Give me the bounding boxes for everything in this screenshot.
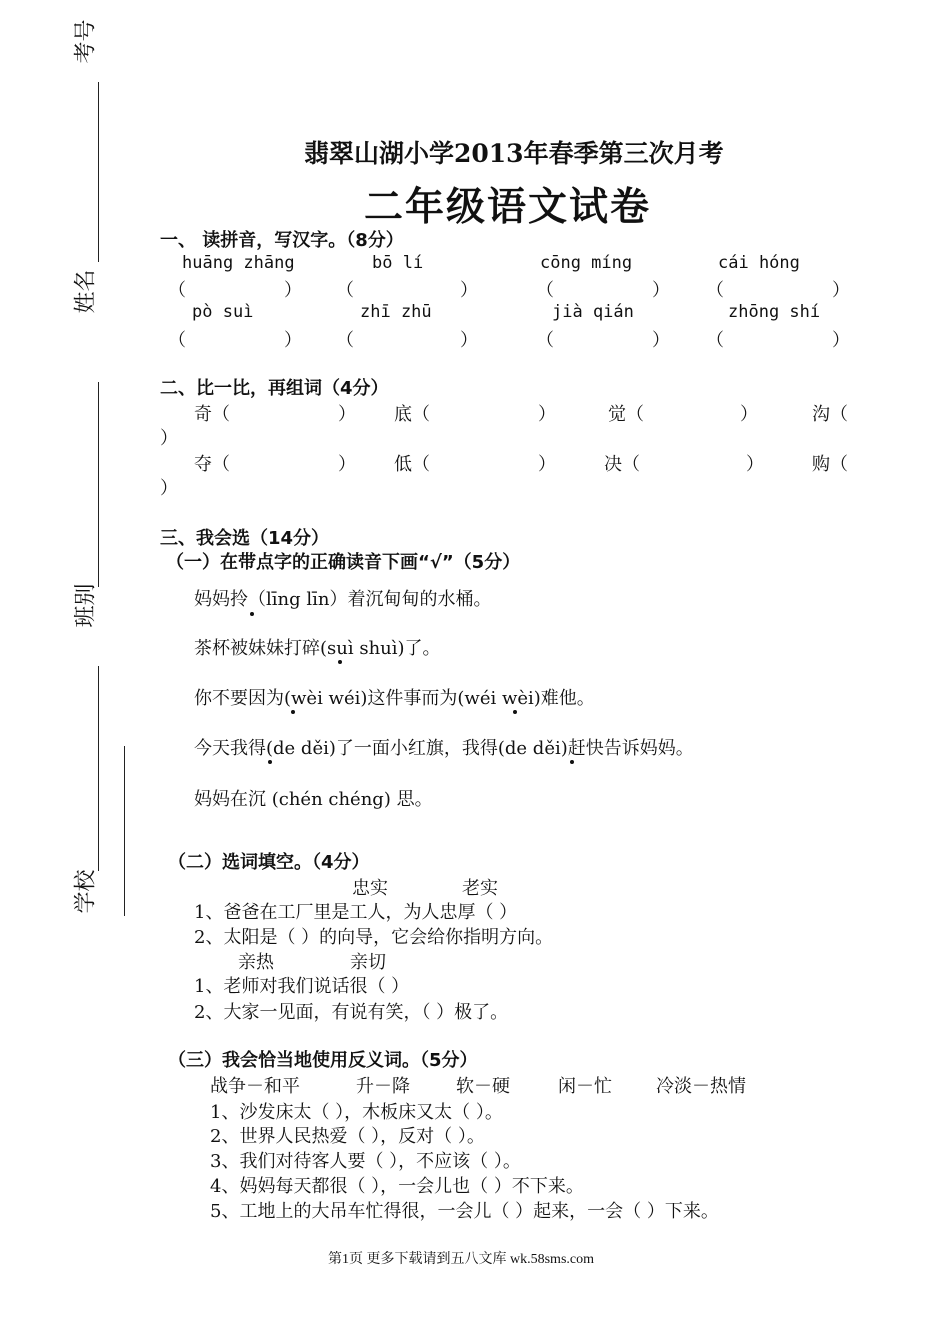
antonym-pair: 闲－忙 — [558, 1076, 612, 1097]
emphasis-dot — [291, 710, 295, 714]
antonym-pair: 冷淡－热情 — [656, 1076, 746, 1097]
answer-blank-open[interactable]: （ — [706, 330, 724, 351]
fill-line[interactable]: 5、工地上的大吊车忙得很，一会儿（ ）起来，一会（ ）下来。 — [210, 1201, 719, 1222]
fill-line[interactable]: 4、妈妈每天都很（ ），一会儿也（ ）不下来。 — [210, 1176, 584, 1197]
pinyin-cai-hong: cái hóng — [718, 253, 800, 273]
answer-blank-open[interactable]: （ — [536, 330, 554, 351]
section2-heading: 二、比一比，再组词（4分） — [160, 378, 389, 399]
antonym-pair: 软－硬 — [456, 1076, 510, 1097]
antonym-pair: 升－降 — [356, 1076, 410, 1097]
answer-blank-close: ） — [832, 280, 850, 301]
part1-heading: （一）在带点字的正确读音下画“√”（5分） — [166, 552, 521, 573]
compare-char-di2[interactable]: 低（ — [394, 454, 430, 475]
fill-line[interactable]: 2、大家一见面，有说有笑，（ ）极了。 — [194, 1002, 509, 1023]
answer-blank-close: ） — [284, 280, 302, 301]
answer-blank-open[interactable]: （ — [168, 280, 186, 301]
emphasis-dot — [513, 710, 517, 714]
compare-close: ） — [538, 404, 556, 425]
exam-no-line — [98, 82, 99, 262]
compare-close: ） — [338, 454, 356, 475]
fill-line[interactable]: 1、沙发床太（ ），木板床又太（ ）。 — [210, 1102, 503, 1123]
pinyin-jia-qian: jià qián — [552, 302, 634, 322]
compare-wrap-close: ） — [160, 478, 178, 499]
pinyin-bo-li: bō lí — [372, 253, 424, 273]
reading-line: 妈妈拎（līng līn）着沉甸甸的水桶。 — [194, 589, 492, 610]
reading-line: 今天我得(de děi)了一面小红旗，我得(de děi)赶快告诉妈妈。 — [194, 738, 694, 759]
compare-char-jue2[interactable]: 决（ — [604, 454, 640, 475]
answer-blank-open[interactable]: （ — [336, 330, 354, 351]
reading-line: 你不要因为(wèi wéi)这件事而为(wéi wèi)难他。 — [194, 688, 595, 709]
pinyin-cong-ming: cōng míng — [540, 253, 633, 273]
name-label: 姓名 — [73, 269, 99, 314]
fill-line[interactable]: 1、老师对我们说话很（ ） — [194, 976, 410, 997]
compare-close: ） — [740, 404, 758, 425]
part2-heading: （二）选词填空。（4分） — [168, 852, 370, 873]
word-choice: 亲热 — [238, 952, 274, 973]
answer-blank-open[interactable]: （ — [168, 330, 186, 351]
class-line — [98, 666, 99, 871]
exam-title: 翡翠山湖小学2013年春季第三次月考 — [304, 139, 724, 168]
compare-wrap-close: ） — [160, 428, 178, 449]
reading-line: 茶杯被妹妹打碎(suì shuì)了。 — [194, 638, 441, 659]
name-line — [98, 382, 99, 587]
word-choice: 忠实 — [352, 878, 388, 899]
fill-line[interactable]: 3、我们对待客人要（ ），不应该（ ）。 — [210, 1151, 521, 1172]
compare-char-qi[interactable]: 奇（ — [194, 404, 230, 425]
margin-inner-line — [124, 746, 125, 916]
compare-char-jue[interactable]: 觉（ — [608, 404, 644, 425]
word-choice: 老实 — [462, 878, 498, 899]
compare-char-gou[interactable]: 沟（ — [812, 404, 848, 425]
answer-blank-close: ） — [652, 280, 670, 301]
emphasis-dot — [268, 760, 272, 764]
fill-line[interactable]: 1、爸爸在工厂里是工人，为人忠厚（ ） — [194, 902, 518, 923]
answer-blank-close: ） — [284, 330, 302, 351]
emphasis-dot — [250, 612, 254, 616]
fill-line[interactable]: 2、世界人民热爱（ ），反对（ ）。 — [210, 1126, 485, 1147]
pinyin-huang-zhang: huāng zhāng — [182, 253, 295, 273]
answer-blank-close: ） — [460, 280, 478, 301]
emphasis-dot — [338, 660, 342, 664]
paper-subtitle: 二年级语文试卷 — [364, 184, 652, 230]
pinyin-po-sui: pò suì — [192, 302, 254, 322]
answer-blank-open[interactable]: （ — [706, 280, 724, 301]
page-footer: 第1页 更多下载请到五八文库 wk.58sms.com — [328, 1252, 594, 1267]
answer-blank-open[interactable]: （ — [336, 280, 354, 301]
compare-char-gou2[interactable]: 购（ — [812, 454, 848, 475]
answer-blank-close: ） — [460, 330, 478, 351]
section1-heading: 一、 读拼音，写汉字。（8分） — [160, 230, 404, 251]
emphasis-dot — [570, 760, 574, 764]
exam-no-label: 考号 — [73, 19, 99, 64]
compare-close: ） — [746, 454, 764, 475]
school-label: 学校 — [73, 869, 99, 914]
part3-heading: （三）我会恰当地使用反义词。（5分） — [168, 1050, 478, 1071]
reading-line: 妈妈在沉 (chén chéng) 思。 — [194, 789, 433, 810]
compare-close: ） — [538, 454, 556, 475]
pinyin-zhong-shi: zhōng shí — [728, 302, 821, 322]
antonym-pair: 战争－和平 — [210, 1076, 300, 1097]
answer-blank-open[interactable]: （ — [536, 280, 554, 301]
pinyin-zhi-zhu: zhī zhū — [360, 302, 432, 322]
answer-blank-close: ） — [832, 330, 850, 351]
word-choice: 亲切 — [350, 952, 386, 973]
class-label: 班别 — [73, 583, 99, 628]
fill-line[interactable]: 2、太阳是（ ）的向导，它会给你指明方向。 — [194, 927, 554, 948]
compare-char-duo[interactable]: 夺（ — [194, 454, 230, 475]
answer-blank-close: ） — [652, 330, 670, 351]
compare-close: ） — [338, 404, 356, 425]
compare-char-di[interactable]: 底（ — [394, 404, 430, 425]
section3-heading: 三、我会选（14分） — [160, 528, 330, 549]
